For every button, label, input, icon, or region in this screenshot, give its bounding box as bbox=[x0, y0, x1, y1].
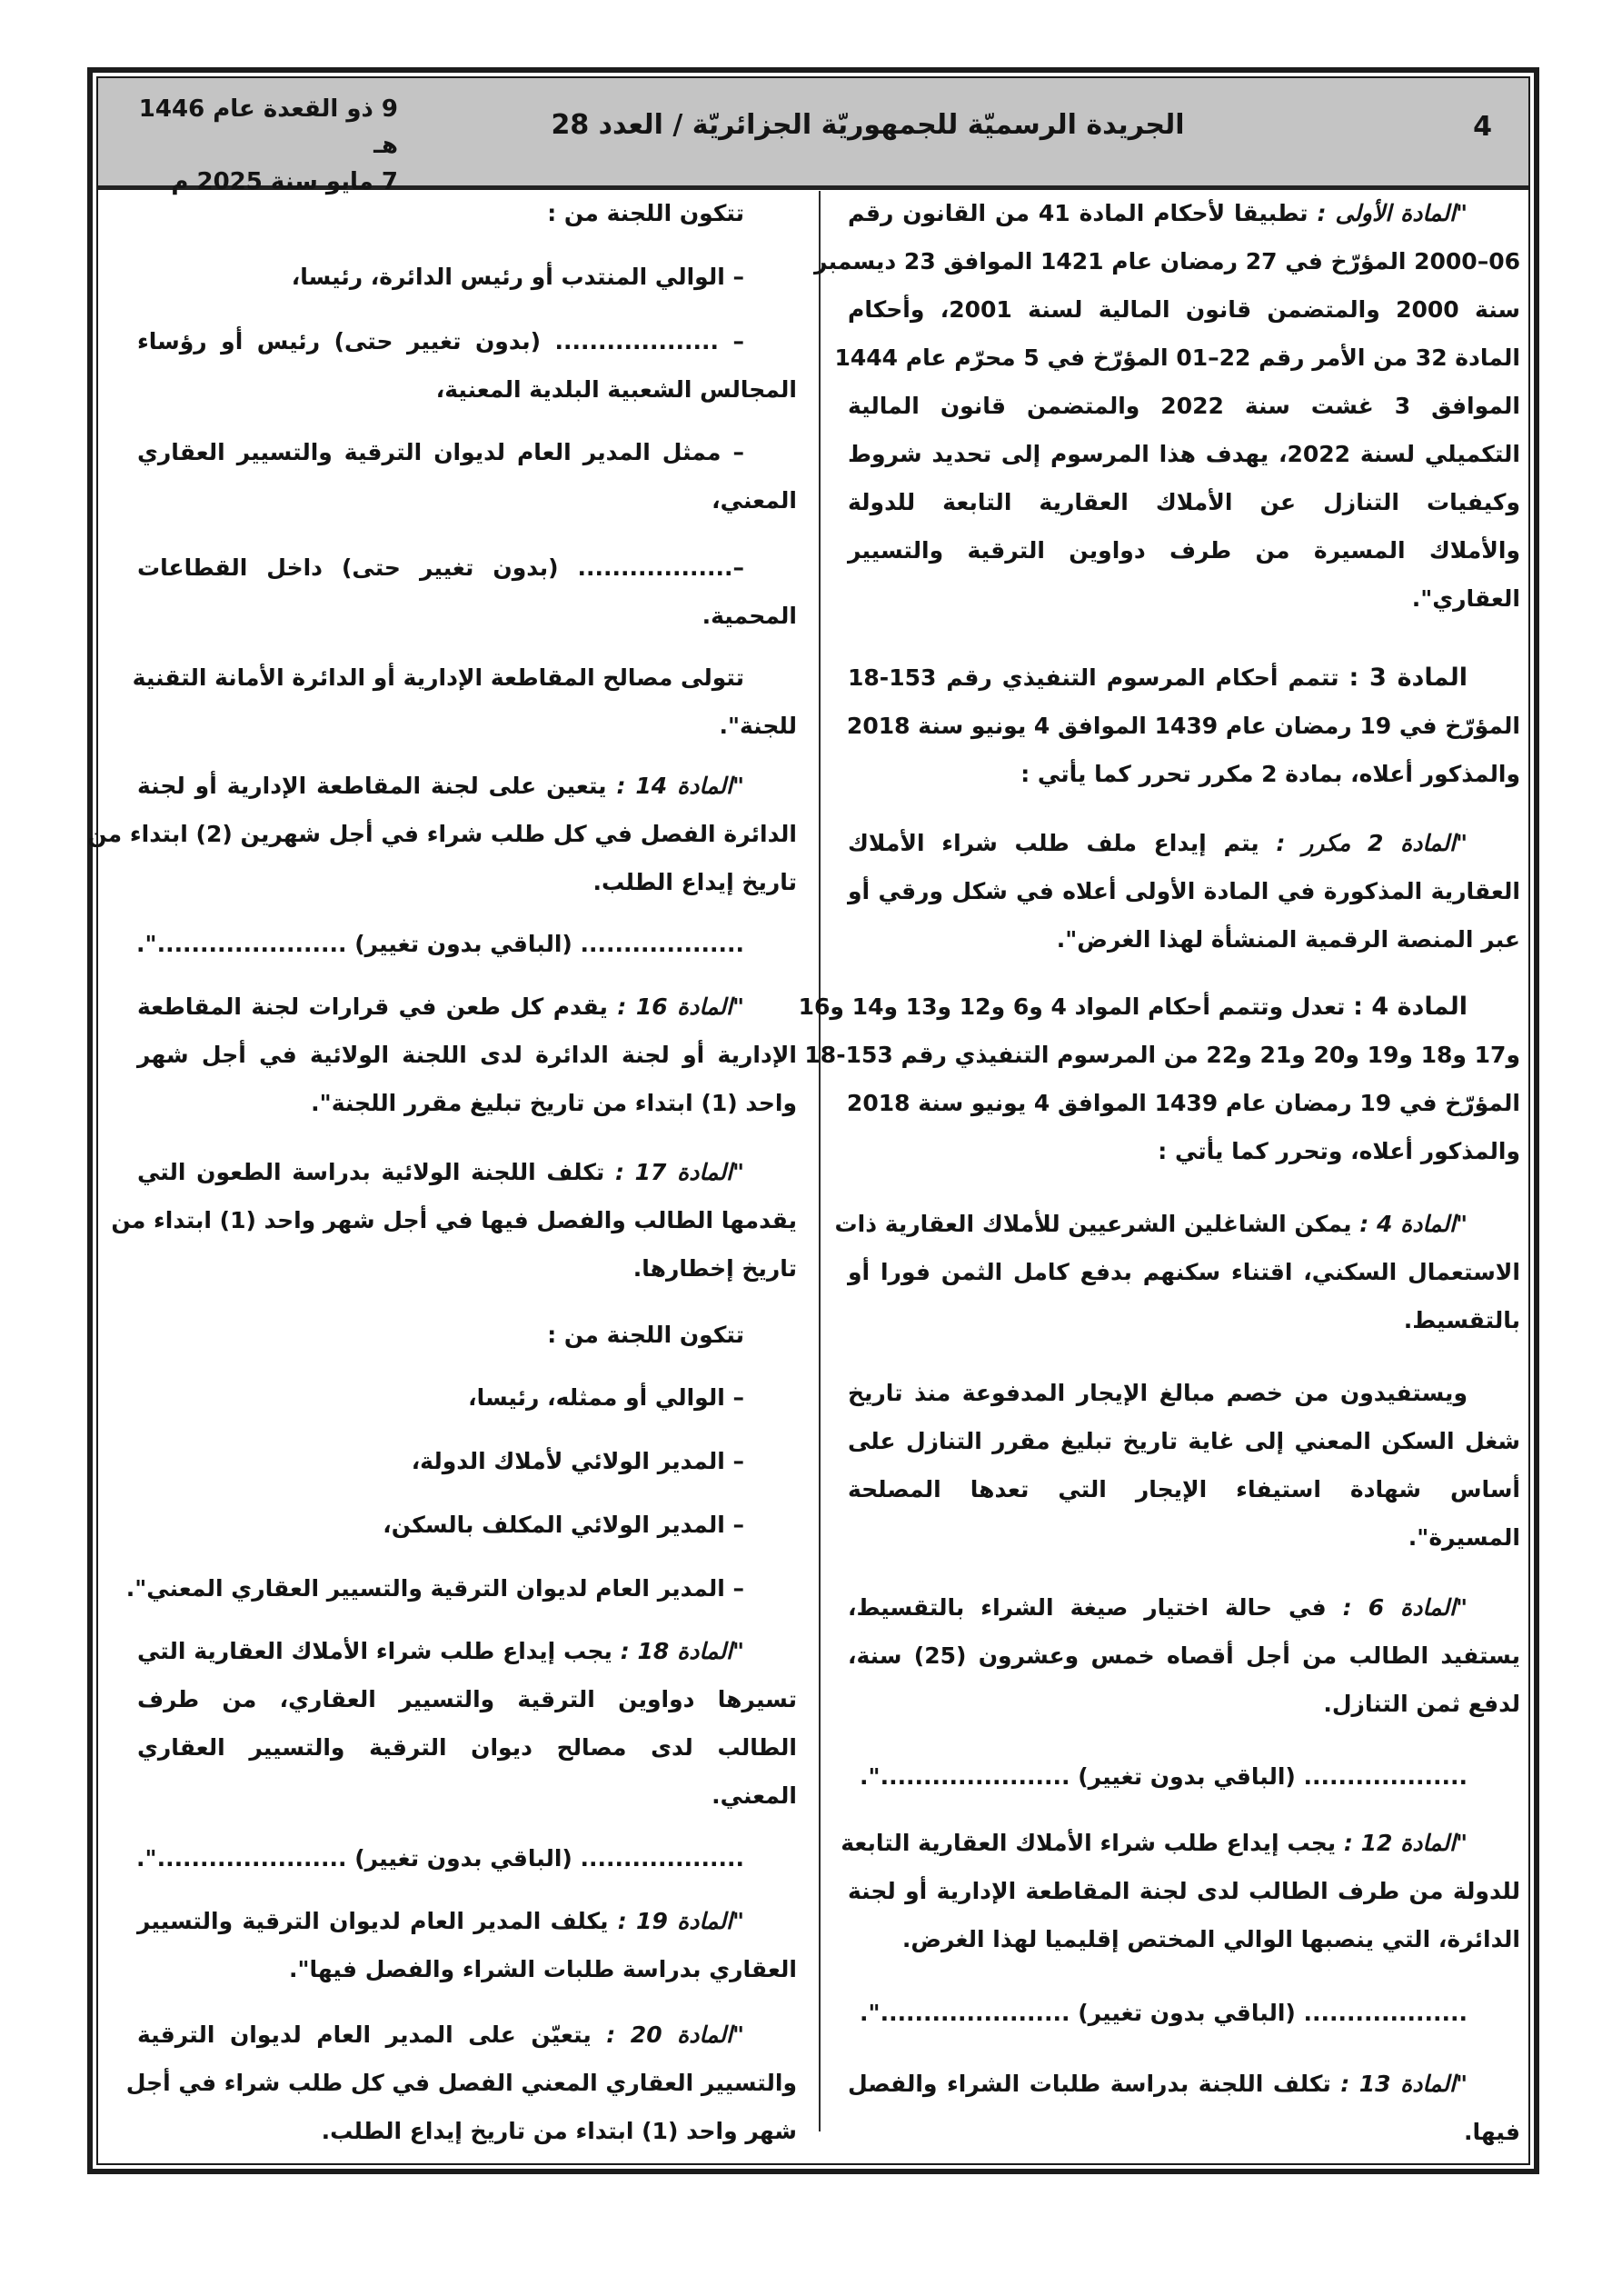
line-text: والتسيير العقاري المعني الفصل في كل طلب شراء في أجل bbox=[125, 2070, 797, 2096]
line-text: الدائرة الفصل في كل طلب شراء في أجل شهرين (2) ابتداء من bbox=[87, 821, 797, 847]
line-text: ................... (الباقي بدون تغيير) ......................". bbox=[136, 931, 744, 957]
text-line bbox=[137, 189, 797, 237]
text-line bbox=[137, 1723, 797, 1772]
text-line bbox=[137, 762, 797, 810]
line-text: يتعين على لجنة المقاطعة الإدارية أو لجنة bbox=[137, 773, 607, 799]
text-line bbox=[137, 1834, 797, 1882]
line-text: تسيرها دواوين الترقية والتسيير العقاري، من طرف bbox=[137, 1686, 797, 1712]
line-text: – المدير العام لديوان الترقية والتسيير العقاري المعني". bbox=[125, 1575, 744, 1602]
article-label: "المادة 20 : bbox=[606, 2021, 745, 2048]
text-line bbox=[848, 1465, 1520, 1513]
line-text: شهر واحد (1) ابتداء من تاريخ إيداع الطلب. bbox=[321, 2118, 797, 2144]
paragraph bbox=[848, 2060, 1520, 2156]
article-label: "المادة 14 : bbox=[616, 773, 745, 799]
text-line bbox=[137, 253, 797, 301]
date-gregorian: 7 مايو سنة 2025 م bbox=[171, 168, 398, 195]
text-line bbox=[137, 1244, 797, 1293]
line-text: الإدارية أو لجنة الدائرة لدى اللجنة الولائية في أجل شهر bbox=[137, 1042, 797, 1068]
paragraph bbox=[137, 1834, 797, 1882]
text-line bbox=[137, 1945, 797, 1993]
article-label: "المادة 2 مكرر : bbox=[1276, 830, 1468, 856]
paragraph bbox=[137, 920, 797, 968]
line-text: في حالة اختيار صيغة الشراء بالتقسيط، bbox=[848, 1594, 1327, 1621]
line-text: الموافق 3 غشت سنة 2022 والمتضمن قانون المالية bbox=[848, 393, 1520, 419]
text-line bbox=[848, 285, 1520, 334]
text-line bbox=[87, 810, 797, 858]
text-line bbox=[848, 1867, 1520, 1915]
text-line bbox=[848, 478, 1520, 526]
line-text: بالتقسيط. bbox=[1403, 1307, 1520, 1333]
text-line bbox=[848, 1417, 1520, 1465]
text-line bbox=[137, 1501, 797, 1549]
article-label: "المادة 12 : bbox=[1343, 1830, 1468, 1856]
text-line bbox=[848, 526, 1520, 574]
line-text: أساس شهادة استيفاء الإيجار التي تعدها المصلحة bbox=[848, 1476, 1520, 1502]
line-text: العقاري". bbox=[1411, 585, 1520, 612]
line-text: يمكن الشاغلين الشرعيين للأملاك العقارية ذات bbox=[834, 1211, 1352, 1237]
line-text: – المدير الولائي لأملاك الدولة، bbox=[411, 1448, 744, 1474]
text-line bbox=[848, 1752, 1520, 1801]
text-line bbox=[137, 2011, 797, 2059]
article-label: "المادة 18 : bbox=[620, 1638, 744, 1664]
line-text: الطالب لدى مصالح ديوان الترقية والتسيير العقاري bbox=[137, 1734, 797, 1761]
text-line bbox=[848, 574, 1520, 623]
text-line bbox=[848, 1583, 1520, 1632]
text-line bbox=[848, 1989, 1520, 2037]
line-text: المحمية. bbox=[702, 603, 797, 629]
text-line bbox=[848, 915, 1520, 963]
text-line bbox=[848, 654, 1520, 702]
paragraph bbox=[137, 1501, 797, 1549]
article-label: المادة 3 : bbox=[1348, 664, 1468, 692]
line-text: المؤرّخ في 19 رمضان عام 1439 الموافق 4 يونيو سنة 2018 bbox=[846, 713, 1520, 739]
line-text: واحد (1) ابتداء من تاريخ تبليغ مقرر اللجنة". bbox=[311, 1090, 797, 1116]
line-text: لدفع ثمن التنازل. bbox=[1323, 1691, 1520, 1717]
text-line bbox=[798, 983, 1520, 1031]
line-text: – ................... (بدون تغيير حتى) رئيس أو رؤساء bbox=[137, 328, 744, 354]
paragraph bbox=[137, 253, 797, 301]
text-line bbox=[137, 1079, 797, 1127]
paragraph bbox=[798, 983, 1520, 1175]
line-text: تتكون اللجنة من : bbox=[547, 1322, 744, 1348]
text-line bbox=[111, 1196, 797, 1244]
text-line bbox=[848, 1248, 1520, 1296]
text-line bbox=[137, 317, 797, 365]
gazette-title: الجريدة الرسميّة للجمهوريّة الجزائريّة / العدد 28 bbox=[551, 109, 1185, 141]
line-text: يقدمها الطالب والفصل فيها في أجل شهر واحد (1) ابتداء من bbox=[111, 1207, 797, 1233]
text-line bbox=[137, 1772, 797, 1820]
text-line bbox=[848, 1127, 1520, 1175]
line-text: تتمم أحكام المرسوم التنفيذي رقم 153-18 bbox=[848, 664, 1339, 691]
line-text: يكلف المدير العام لديوان الترقية والتسيير bbox=[137, 1908, 609, 1934]
line-text: المعني، bbox=[711, 487, 797, 514]
paragraph bbox=[111, 1148, 797, 1293]
line-text: شغل السكن المعني إلى غاية تاريخ تبليغ مقرر التنازل على bbox=[848, 1428, 1520, 1454]
line-text: 06–2000 المؤرّخ في 27 رمضان عام 1421 الموافق 23 ديسمبر bbox=[814, 248, 1520, 275]
paragraph bbox=[848, 1989, 1520, 2037]
text-line bbox=[834, 334, 1520, 382]
line-text: ويستفيدون من خصم مبالغ الإيجار المدفوعة منذ تاريخ bbox=[848, 1380, 1468, 1406]
line-text: يتعيّن على المدير العام لديوان الترقية bbox=[137, 2021, 592, 2048]
line-text: المادة 32 من الأمر رقم 22–01 المؤرّخ في 5 محرّم عام 1444 bbox=[834, 344, 1520, 371]
paragraph bbox=[137, 1373, 797, 1422]
article-label: "المادة 4 : bbox=[1359, 1211, 1468, 1237]
article-label: "المادة 19 : bbox=[617, 1908, 745, 1934]
text-line bbox=[137, 858, 797, 906]
text-line bbox=[848, 1296, 1520, 1344]
text-line bbox=[804, 1031, 1520, 1079]
text-line bbox=[137, 1373, 797, 1422]
paragraph bbox=[87, 762, 797, 906]
line-text: تكلف اللجنة الولائية بدراسة الطعون التي bbox=[137, 1159, 605, 1185]
line-text: الاستعمال السكني، اقتناء سكنهم بدفع كامل الثمن فورا أو bbox=[848, 1259, 1520, 1285]
text-line bbox=[848, 819, 1520, 867]
line-text: عبر المنصة الرقمية المنشأة لهذا الغرض". bbox=[1056, 926, 1520, 953]
line-text: فيها. bbox=[1464, 2119, 1520, 2145]
paragraph bbox=[848, 1583, 1520, 1728]
text-line bbox=[137, 365, 797, 414]
text-line bbox=[848, 2060, 1520, 2108]
text-line bbox=[125, 1564, 797, 1612]
text-line bbox=[125, 2059, 797, 2107]
paragraph bbox=[137, 1311, 797, 1359]
text-line bbox=[848, 1369, 1520, 1417]
line-text: للدولة من طرف الطالب لدى لجنة المقاطعة الإدارية أو لجنة bbox=[848, 1878, 1520, 1904]
column-divider bbox=[819, 191, 821, 2131]
line-text: العقاري بدراسة طلبات الشراء والفصل فيها". bbox=[289, 1956, 797, 1982]
line-text: يتم إيداع ملف طلب شراء الأملاك bbox=[848, 830, 1259, 856]
article-label: "المادة الأولى : bbox=[1317, 200, 1468, 226]
line-text: المسيرة". bbox=[1408, 1524, 1520, 1551]
line-text: – الوالي المنتدب أو رئيس الدائرة، رئيسا، bbox=[291, 264, 744, 290]
text-line bbox=[848, 1915, 1520, 1963]
paragraph bbox=[137, 1437, 797, 1485]
line-text: والمذكور أعلاه، وتحرر كما يأتي : bbox=[1158, 1138, 1520, 1164]
text-line bbox=[848, 2108, 1520, 2156]
text-line bbox=[132, 654, 797, 702]
text-line bbox=[848, 1680, 1520, 1728]
line-text: يستفيد الطالب من أجل أقصاه خمس وعشرون (25) سنة، bbox=[848, 1642, 1520, 1669]
line-text: –.................. (بدون تغيير حتى) داخل القطاعات bbox=[137, 554, 744, 581]
text-line bbox=[848, 1079, 1520, 1127]
text-line bbox=[137, 1627, 797, 1675]
line-text: تاريخ إخطارها. bbox=[632, 1255, 797, 1282]
line-text: يجب إيداع طلب شراء الأملاك العقارية التابعة bbox=[841, 1830, 1337, 1856]
page-header bbox=[98, 78, 1528, 195]
issue-date bbox=[125, 91, 398, 200]
line-text: التكميلي لسنة 2022، يهدف هذا المرسوم إلى تحديد شروط bbox=[848, 441, 1520, 467]
text-line bbox=[137, 1897, 797, 1945]
page-number: 4 bbox=[1473, 111, 1492, 143]
line-text: يقدم كل طعن في قرارات لجنة المقاطعة bbox=[137, 993, 608, 1020]
line-text: والأملاك المسيرة من طرف دواوين الترقية والتسيير bbox=[848, 537, 1520, 564]
text-line bbox=[848, 1513, 1520, 1562]
text-line bbox=[137, 1148, 797, 1196]
line-text: – الوالي أو ممثله، رئيسا، bbox=[468, 1384, 744, 1411]
line-text: الدائرة، التي ينصبها الوالي المختص إقليميا لهذا الغرض. bbox=[901, 1926, 1520, 1952]
line-text: للجنة". bbox=[719, 713, 797, 739]
text-line bbox=[841, 1819, 1520, 1867]
paragraph bbox=[137, 983, 797, 1127]
paragraph bbox=[137, 428, 797, 524]
paragraph bbox=[834, 1200, 1520, 1344]
text-line bbox=[137, 920, 797, 968]
text-line bbox=[137, 476, 797, 524]
line-text: و17 و18 و19 و20 و21 و22 من المرسوم التنفيذي رقم 153-18 bbox=[804, 1042, 1520, 1068]
text-line bbox=[137, 702, 797, 750]
line-text: ................... (الباقي بدون تغيير) ......................". bbox=[860, 1763, 1468, 1790]
paragraph bbox=[848, 654, 1520, 798]
line-text: – ممثل المدير العام لديوان الترقية والتسيير العقاري bbox=[137, 439, 744, 465]
text-line bbox=[848, 189, 1520, 237]
article-label: "المادة 16 : bbox=[617, 993, 744, 1020]
paragraph bbox=[137, 544, 797, 640]
text-line bbox=[137, 1675, 797, 1723]
text-line bbox=[848, 430, 1520, 478]
article-label: "المادة 17 : bbox=[614, 1159, 745, 1185]
line-text: تطبيقا لأحكام المادة 41 من القانون رقم bbox=[848, 200, 1309, 226]
text-line bbox=[848, 750, 1520, 798]
line-text: ................... (الباقي بدون تغيير) ......................". bbox=[860, 2000, 1468, 2026]
paragraph bbox=[137, 1897, 797, 1993]
article-label: "المادة 6 : bbox=[1342, 1594, 1468, 1621]
paragraph bbox=[814, 189, 1521, 623]
line-text: العقارية المذكورة في المادة الأولى أعلاه في شكل ورقي أو bbox=[848, 878, 1520, 904]
date-hijri: 9 ذو القعدة عام 1446 هـ bbox=[138, 95, 398, 159]
text-line bbox=[137, 1311, 797, 1359]
text-line bbox=[848, 867, 1520, 915]
line-text: والمذكور أعلاه، بمادة 2 مكرر تحرر كما يأتي : bbox=[1020, 761, 1520, 787]
text-line bbox=[137, 2107, 797, 2155]
text-line bbox=[137, 1031, 797, 1079]
text-line bbox=[848, 702, 1520, 750]
paragraph bbox=[132, 654, 797, 750]
line-text: سنة 2000 والمتضمن قانون المالية لسنة 2001، وأحكام bbox=[848, 296, 1521, 323]
paragraph bbox=[125, 2011, 797, 2155]
text-line bbox=[137, 1437, 797, 1485]
text-line bbox=[137, 544, 797, 592]
paragraph bbox=[848, 1369, 1520, 1562]
article-label: "المادة 13 : bbox=[1340, 2071, 1468, 2097]
line-text: يجب إيداع طلب شراء الأملاك العقارية التي bbox=[137, 1638, 612, 1664]
line-text: تتولى مصالح المقاطعة الإدارية أو الدائرة الأمانة التقنية bbox=[132, 664, 744, 691]
line-text: تعدل وتتمم أحكام المواد 4 و6 و12 و13 و14 و16 bbox=[798, 993, 1346, 1020]
line-text: وكيفيات التنازل عن الأملاك العقارية التابعة للدولة bbox=[848, 489, 1520, 515]
paragraph bbox=[848, 1752, 1520, 1801]
line-text: تاريخ إيداع الطلب. bbox=[592, 869, 797, 895]
text-line bbox=[137, 428, 797, 476]
paragraph bbox=[841, 1819, 1520, 1963]
text-line bbox=[814, 237, 1520, 285]
line-text: المجالس الشعبية البلدية المعنية، bbox=[435, 376, 797, 403]
text-line bbox=[137, 592, 797, 640]
paragraph bbox=[137, 1627, 797, 1820]
paragraph bbox=[125, 1564, 797, 1612]
text-line bbox=[848, 1632, 1520, 1680]
line-text: ................... (الباقي بدون تغيير) ......................". bbox=[136, 1845, 744, 1872]
paragraph bbox=[137, 317, 797, 414]
line-text: المعني. bbox=[711, 1782, 797, 1809]
article-label: المادة 4 : bbox=[1353, 993, 1468, 1021]
line-text: المؤرّخ في 19 رمضان عام 1439 الموافق 4 يونيو سنة 2018 bbox=[846, 1090, 1520, 1116]
line-text: تتكون اللجنة من : bbox=[547, 200, 744, 226]
paragraph bbox=[848, 819, 1520, 963]
text-line bbox=[834, 1200, 1520, 1248]
line-text: تكلف اللجنة بدراسة طلبات الشراء والفصل bbox=[848, 2071, 1331, 2097]
paragraph bbox=[137, 189, 797, 237]
line-text: – المدير الولائي المكلف بالسكن، bbox=[383, 1512, 744, 1538]
text-line bbox=[137, 983, 797, 1031]
text-line bbox=[848, 382, 1520, 430]
